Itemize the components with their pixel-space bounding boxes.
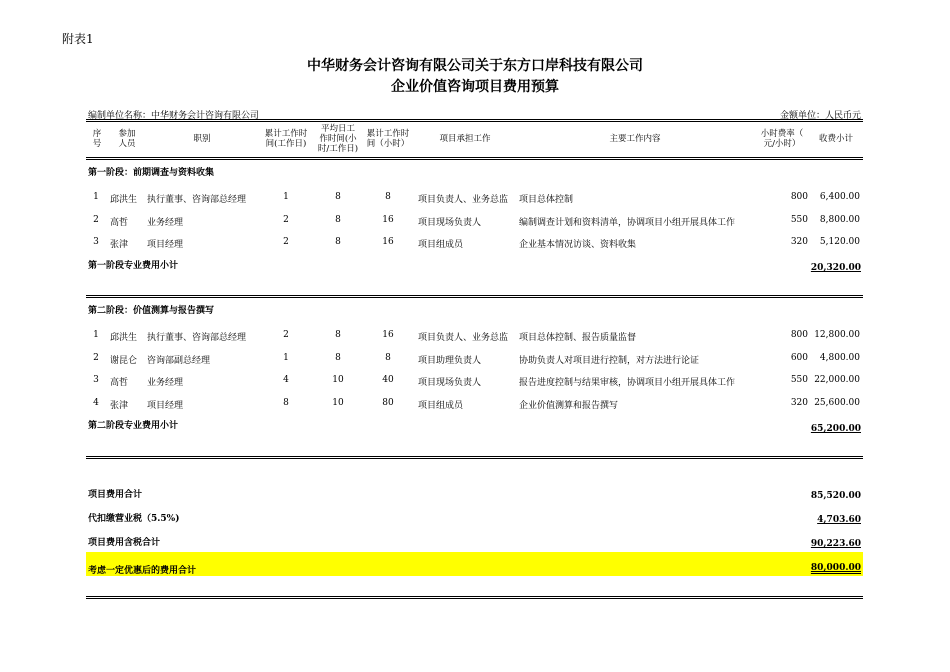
cell-name: 邱洪生 xyxy=(110,333,138,343)
project-total-label: 项目费用合计 xyxy=(88,490,143,500)
header-role: 职别 xyxy=(193,134,211,144)
cell-name: 张津 xyxy=(110,400,129,411)
cell-days: 4 xyxy=(283,375,289,385)
cell-avg: 8 xyxy=(335,237,341,247)
cell-duty: 项目组成员 xyxy=(418,400,464,411)
cell-content: 报告进度控制与结果审核，协调项目小组开展具体工作 xyxy=(519,378,736,388)
cell-role: 项目经理 xyxy=(147,240,184,250)
cell-avg: 10 xyxy=(332,397,344,408)
cell-rate: 800 xyxy=(790,330,808,340)
cell-content: 项目总体控制 xyxy=(519,195,574,205)
cell-hours: 8 xyxy=(385,192,391,202)
cell-rate: 320 xyxy=(790,397,808,408)
stage2-title: 第二阶段：价值测算与报告撰写 xyxy=(88,306,215,316)
cell-role: 执行董事、咨询部总经理 xyxy=(147,195,247,205)
cell-days: 8 xyxy=(283,397,289,408)
cell-content: 协助负责人对项目进行控制，对方法进行论证 xyxy=(519,355,700,366)
discount-label: 考虑一定优惠后的费用合计 xyxy=(88,566,197,576)
cell-content: 项目总体控制、报告质量监督 xyxy=(519,333,637,343)
project-total-value: 85,520.00 xyxy=(810,491,861,501)
cell-hours: 80 xyxy=(382,397,394,408)
cell-rate: 600 xyxy=(790,352,808,363)
cell-no: 2 xyxy=(93,214,99,225)
cell-duty: 项目助理负责人 xyxy=(418,355,482,366)
cell-name: 高哲 xyxy=(110,378,129,388)
cell-hours: 16 xyxy=(382,237,394,247)
cell-duty: 项目负责人、业务总监 xyxy=(418,333,509,343)
tax-label: 代扣缴营业税（5.5%) xyxy=(88,514,180,524)
cell-duty: 项目负责人、业务总监 xyxy=(418,195,509,205)
cell-avg: 10 xyxy=(332,375,344,385)
cell-avg: 8 xyxy=(335,214,341,225)
cell-no: 2 xyxy=(93,352,99,363)
cell-no: 1 xyxy=(93,330,99,340)
cell-rate: 320 xyxy=(790,237,808,247)
cell-role: 业务经理 xyxy=(147,378,184,388)
stage1-title: 第一阶段：前期调查与资料收集 xyxy=(88,168,215,178)
stage1-subtotal-label: 第一阶段专业费用小计 xyxy=(88,261,179,271)
header-person: 参加 xyxy=(118,129,136,139)
cell-name: 谢昆仑 xyxy=(110,355,138,366)
cell-role: 执行董事、咨询部总经理 xyxy=(147,333,247,343)
header-duty: 项目承担工作 xyxy=(439,134,491,144)
header-rate: 小时费率（ xyxy=(760,129,804,139)
cell-fee: 25,600.00 xyxy=(814,397,860,408)
cell-role: 咨询部副总经理 xyxy=(147,355,211,366)
cell-fee: 6,400.00 xyxy=(819,192,860,202)
attachment-label: 附表1 xyxy=(62,32,94,46)
cell-no: 3 xyxy=(93,237,99,247)
discount-value: 80,000.00 xyxy=(810,563,861,573)
cell-fee: 22,000.00 xyxy=(814,375,860,385)
cell-content: 编制调查计划和资料清单，协调项目小组开展具体工作 xyxy=(519,217,736,228)
prepared-by: 编制单位名称：中华财务会计咨询有限公司 xyxy=(88,111,260,121)
cell-duty: 项目现场负责人 xyxy=(418,217,482,228)
header-fee: 收费小计 xyxy=(818,134,853,144)
cell-hours: 40 xyxy=(382,375,394,385)
cell-rate: 800 xyxy=(790,192,808,202)
cell-content: 企业基本情况访谈、资料收集 xyxy=(519,240,637,250)
cell-days: 2 xyxy=(283,237,289,247)
cell-no: 4 xyxy=(93,397,99,408)
header-days: 累计工作时 xyxy=(264,129,308,139)
header-content: 主要工作内容 xyxy=(609,134,661,144)
cell-fee: 4,800.00 xyxy=(819,352,860,363)
with-tax-label: 项目费用含税合计 xyxy=(88,538,161,548)
cell-duty: 项目现场负责人 xyxy=(418,378,482,388)
cell-no: 3 xyxy=(93,375,99,385)
cell-days: 1 xyxy=(283,192,289,202)
cell-name: 邱洪生 xyxy=(110,195,138,205)
cell-avg: 8 xyxy=(335,330,341,340)
cell-hours: 16 xyxy=(382,214,394,225)
stage2-subtotal-label: 第二阶段专业费用小计 xyxy=(88,421,179,431)
cell-role: 业务经理 xyxy=(147,217,184,228)
stage1-subtotal-value: 20,320.00 xyxy=(810,263,861,273)
cell-rate: 550 xyxy=(790,214,808,225)
cell-no: 1 xyxy=(93,192,99,202)
tax-value: 4,703.60 xyxy=(817,515,861,525)
cell-content: 企业价值测算和报告撰写 xyxy=(519,400,619,411)
cell-days: 2 xyxy=(283,330,289,340)
discount-highlight xyxy=(86,552,863,576)
cell-avg: 8 xyxy=(335,352,341,363)
header-hours: 累计工作时 xyxy=(366,129,410,139)
with-tax-value: 90,223.60 xyxy=(810,539,861,549)
cell-hours: 16 xyxy=(382,330,394,340)
cell-duty: 项目组成员 xyxy=(418,240,464,250)
title-line-2: 企业价值咨询项目费用预算 xyxy=(391,79,559,95)
cell-days: 1 xyxy=(283,352,289,363)
cell-fee: 8,800.00 xyxy=(819,214,860,225)
cell-hours: 8 xyxy=(385,352,391,363)
cell-name: 张津 xyxy=(110,240,129,250)
currency-unit: 金额单位：人民币元 xyxy=(779,111,861,121)
cell-days: 2 xyxy=(283,214,289,225)
cell-role: 项目经理 xyxy=(147,400,184,411)
header-avg-hours: 平均日工 xyxy=(320,124,355,134)
cell-name: 高哲 xyxy=(110,217,129,228)
header-seq: 序 xyxy=(92,129,102,139)
cell-avg: 8 xyxy=(335,192,341,202)
stage2-subtotal-value: 65,200.00 xyxy=(810,424,861,434)
cell-fee: 5,120.00 xyxy=(819,237,860,247)
title-line-1: 中华财务会计咨询有限公司关于东方口岸科技有限公司 xyxy=(307,58,643,74)
cell-rate: 550 xyxy=(790,375,808,385)
cell-fee: 12,800.00 xyxy=(814,330,860,340)
